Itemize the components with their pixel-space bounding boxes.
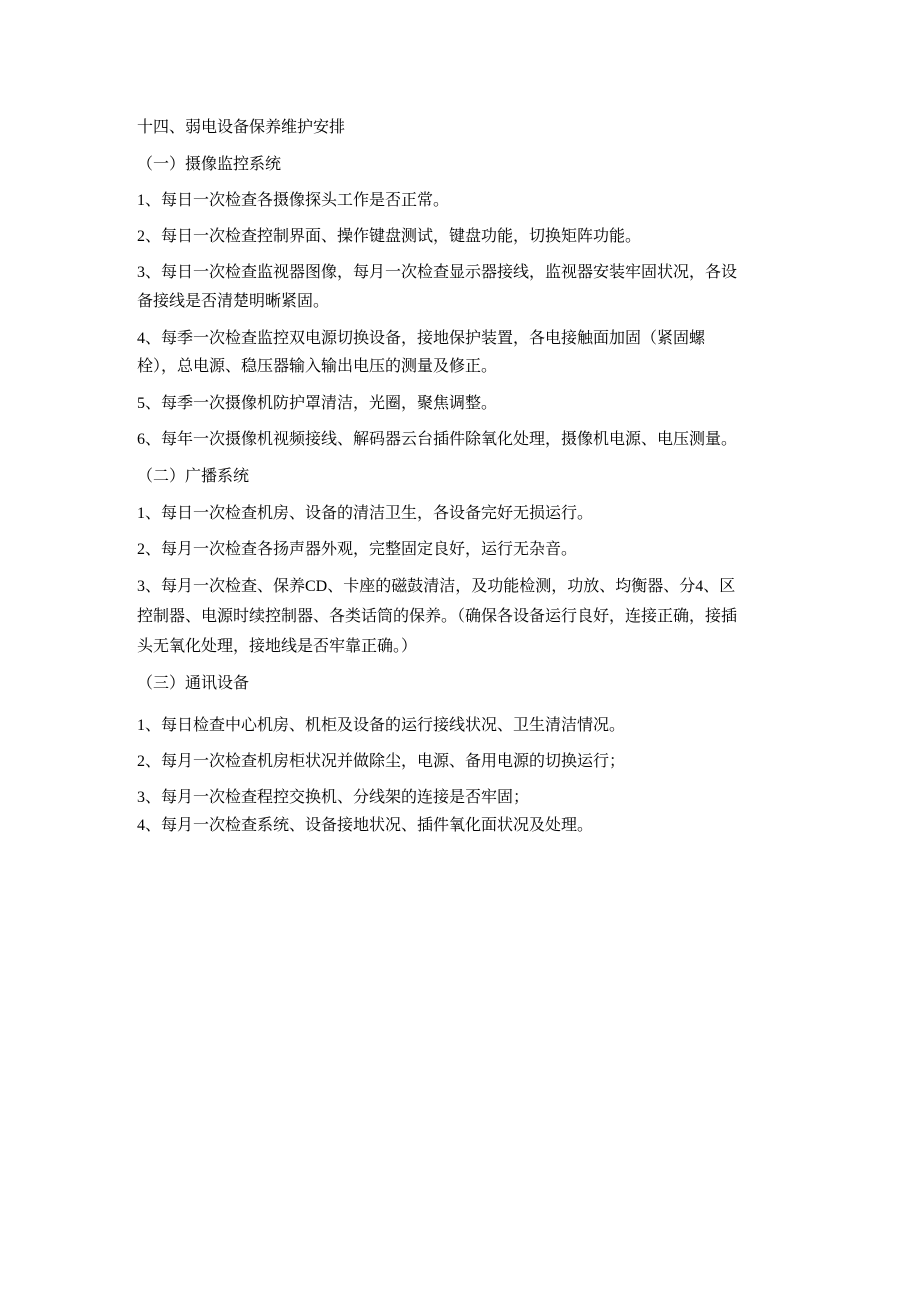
list-item: 1、每日检查中心机房、机柜及设备的运行接线状况、卫生清洁情况。 xyxy=(137,717,626,734)
list-item-continued: 栓），总电源、稳压器输入输出电压的测量及修正。 xyxy=(137,358,498,375)
list-item: 2、每月一次检查各扬声器外观，完整固定良好，运行无杂音。 xyxy=(137,541,578,558)
subsection-heading: （一）摄像监控系统 xyxy=(137,156,282,173)
list-item-continued: 头无氧化处理，接地线是否牢靠正确。） xyxy=(137,638,418,655)
list-item-continued: 备接线是否清楚明晰紧固。 xyxy=(137,293,330,310)
list-item: 4、每月一次检查系统、设备接地状况、插件氧化面状况及处理。 xyxy=(137,817,594,834)
list-item: 1、每日一次检查机房、设备的清洁卫生，各设备完好无损运行。 xyxy=(137,505,594,522)
list-item: 3、每月一次检查程控交换机、分线架的连接是否牢固； xyxy=(137,789,530,806)
subsection-heading: （二）广播系统 xyxy=(137,468,250,485)
list-item: 5、每季一次摄像机防护罩清洁，光圈，聚焦调整。 xyxy=(137,395,498,412)
list-item: 4、每季一次检查监控双电源切换设备，接地保护装置，各电接触面加固（紧固螺 xyxy=(137,330,706,347)
list-item: 3、每日一次检查监视器图像，每月一次检查显示器接线，监视器安装牢固状况，各设 xyxy=(137,264,738,281)
section-title: 十四、弱电设备保养维护安排 xyxy=(137,119,346,136)
list-item: 2、每日一次检查控制界面、操作键盘测试，键盘功能，切换矩阵功能。 xyxy=(137,228,642,245)
list-item: 1、每日一次检查各摄像探头工作是否正常。 xyxy=(137,192,450,209)
list-item: 3、每月一次检查、保养CD、卡座的磁鼓清洁，及功能检测，功放、均衡器、分4、区 xyxy=(137,578,736,595)
subsection-heading: （三）通讯设备 xyxy=(137,675,250,692)
list-item: 2、每月一次检查机房柜状况并做除尘，电源、备用电源的切换运行； xyxy=(137,753,626,770)
list-item-continued: 控制器、电源时续控制器、各类话筒的保养。（确保各设备运行良好，连接正确，接插 xyxy=(137,608,738,625)
list-item: 6、每年一次摄像机视频接线、解码器云台插件除氧化处理，摄像机电源、电压测量。 xyxy=(137,431,738,448)
